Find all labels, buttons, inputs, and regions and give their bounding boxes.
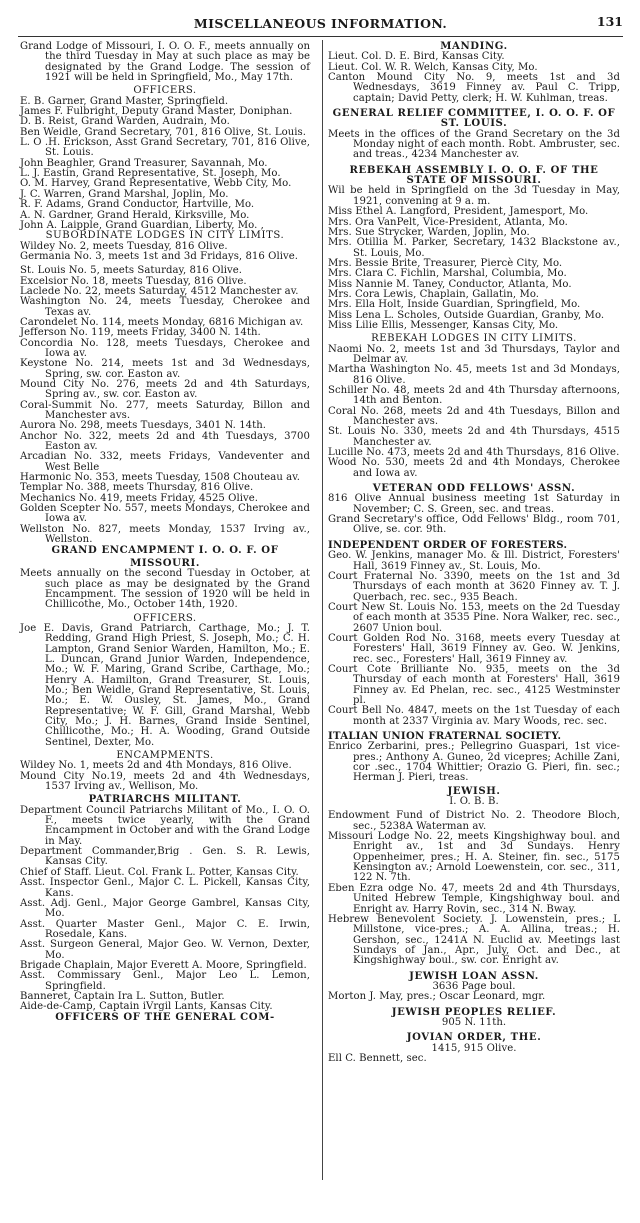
list-item: L. J. Eastin, Grand Representative, St. Joseph, Mo. <box>20 168 281 180</box>
list-item: Miss Lena L. Scholes, Outside Guardian, Granby, Mo. <box>328 309 605 321</box>
list-item: Aurora No. 298, meets Tuesdays, 3401 N. 14th. <box>20 420 267 432</box>
list-item: Lieut. Col. D. E. Bird, Kansas City. <box>328 51 505 63</box>
jewish-subheading: I. O. B. B. <box>449 796 499 808</box>
italian-union-text: Enrico Zerbarini, pres.; Pellegrino Guaspari, 1st vice-pres.; Anthony A. Guneo, 2d vicepres; Achille Zani, cor .sec., 1704 Whittier; Orazio G. Pieri, fin. sec.; Herman J. Pieri, treas. <box>328 741 620 784</box>
list-item: Mrs. Ella Holt, Inside Guardian, Springfield, Mo. <box>328 299 581 311</box>
list-item: Court Cote Brilliante No. 935, meets on the 3d Thursday of each month at Foresters' Hall, 3619 Finney av. Ed Phelan, rec. sec., 4125 Westminster pl. <box>328 663 620 706</box>
list-item: Jefferson No. 119, meets Friday, 3400 N. 14th. <box>20 327 261 339</box>
jewish-list <box>328 811 620 966</box>
list-item: Arcadian No. 332, meets Fridays, Vandeventer and West Belle <box>20 451 310 473</box>
jovian-order-officer: Ell C. Bennett, sec. <box>328 1052 427 1064</box>
encampments-heading: ENCAMPMENTS. <box>116 750 214 762</box>
list-item: Miss Ethel A. Langford, President, Jamesport, Mo. <box>328 206 589 218</box>
list-item: Grand Secretary's office, Odd Fellows' Bldg., room 701, Olive, se. cor. 9th. <box>328 514 620 536</box>
list-item: Mrs. Cora Lewis, Chaplain, Gallatin, Mo. <box>328 288 540 300</box>
list-item: Geo. W. Jenkins, manager Mo. & Ill. District, Foresters' Hall, 3619 Finney av., St. Louis, Mo. <box>328 550 620 572</box>
list-item: Asst. Adj. Genl., Major George Gambrel, Kansas City, Mo. <box>20 897 310 920</box>
list-item: Court Fraternal No. 3390, meets on the 1st and 3d Thursdays of each month at 3620 Finney av. T. J. Querbach, rec. sec., 935 Beach. <box>328 570 620 603</box>
rebekah-lodges-heading: REBEKAH LODGES IN CITY LIMITS. <box>371 333 577 345</box>
jovian-order-heading: JOVIAN ORDER, THE. <box>406 1032 542 1044</box>
list-item: Endowment Fund of District No. 2. Theodore Bloch, sec., 5238A Waterman av. <box>328 810 620 832</box>
list-item: E. B. Garner, Grand Master, Springfield. <box>20 95 229 107</box>
list-item: L. O .H. Erickson, Asst Grand Secretary, 701, 816 Olive, St. Louis. <box>20 137 310 159</box>
list-item: Concordia No. 128, meets Tuesdays, Cherokee and Iowa av. <box>20 337 310 359</box>
list-item: 816 Olive Annual business meeting 1st Saturday in November; C. S. Green, sec. and treas. <box>328 493 620 515</box>
grand-encampment-heading-cont: MISSOURI. <box>130 557 200 569</box>
list-item: Naomi No. 2, meets 1st and 3d Thursdays, Taylor and Delmar av. <box>328 343 620 365</box>
list-item: Court New St. Louis No. 153, meets on the 2d Tuesday of each month at 3535 Pine. Nora Walker, rec. sec., 2607 Union boul. <box>328 601 620 634</box>
page-header <box>18 14 623 34</box>
relief-committee-text: Meets in the offices of the Grand Secretary on the 3d Monday night of each month. Robt. Ambruster, sec. and treas., 4234 Manchester av. <box>328 128 620 161</box>
manding-heading: MANDING. <box>440 41 508 52</box>
list-item: Carondelet No. 114, meets Monday, 6816 Michigan av. <box>20 316 304 328</box>
list-item: Mound City No.19, meets 2d and 4th Wednesdays, 1537 Irving av., Wellison, Mo. <box>20 770 310 793</box>
list-item: St. Louis No. 5, meets Saturday, 816 Olive. <box>20 265 243 277</box>
left-column <box>20 42 310 1023</box>
lodges-list <box>20 242 310 546</box>
list-item: Martha Washington No. 45, meets 1st and 3d Mondays, 816 Olive. <box>328 364 620 386</box>
list-item: Aide-de-Camp, Captain iVrgil Lants, Kansas City. <box>20 1001 273 1013</box>
list-item: Chief of Staff. Lieut. Col. Frank L. Potter, Kansas City. <box>20 866 299 878</box>
list-item: Schiller No. 48, meets 2d and 4th Thursday afternoons, 14th and Benton. <box>328 385 620 407</box>
list-item: O. M. Harvey, Grand Representative, Webb City, Mo. <box>20 178 292 190</box>
page-number: 131 <box>596 14 623 29</box>
grand-encampment-heading: GRAND ENCAMPMENT I. O. O. F. OF <box>51 544 279 556</box>
list-item: Germania No. 3, meets 1st and 3d Fridays, 816 Olive. <box>20 250 299 262</box>
list-item: Mrs. Clara C. Fichlin, Marshal, Columbia, Mo. <box>328 268 567 280</box>
list-item: James F. Fulbright, Deputy Grand Master, Doniphan. <box>20 106 293 118</box>
page-title: MISCELLANEOUS INFORMATION. <box>193 16 448 31</box>
list-item: Mrs. Sue Strycker, Warden, Joplin, Mo. <box>328 226 530 238</box>
jewish-peoples-relief-heading: JEWISH PEOPLES RELIEF. <box>391 1006 557 1018</box>
list-item: Miss Nannie M. Taney, Conductor, Atlanta, Mo. <box>328 278 572 290</box>
jovian-order-address: 1415, 915 Olive. <box>431 1042 517 1054</box>
relief-committee-heading: GENERAL RELIEF COMMITTEE, I. O. O. F. OF ST. LOUIS. <box>332 108 616 130</box>
officers-heading: OFFICERS. <box>133 85 197 97</box>
list-item: Mrs. Ora VanPelt, Vice-President, Atlanta, Mo. <box>328 216 568 228</box>
list-item: Templar No. 388, meets Thursday, 816 Olive. <box>20 482 254 494</box>
list-item: Mechanics No. 419, meets Friday, 4525 Olive. <box>20 492 259 504</box>
list-item: Asst. Inspector Genl., Major C. L. Pickell, Kansas City, Kans. <box>20 877 310 899</box>
list-item: Wildey No. 2, meets Tuesday, 816 Olive. <box>20 240 228 252</box>
list-item: Brigade Chaplain, Major Everett A. Moore, Springfield. <box>20 959 307 971</box>
list-item: Wildey No. 1, meets 2d and 4th Mondays, 816 Olive. <box>20 760 292 772</box>
list-item: Washington No. 24, meets Tuesday, Cherokee and Texas av. <box>20 296 310 318</box>
list-item: Eben Ezra odge No. 47, meets 2d and 4th Thursdays, United Hebrew Temple, Kingshighway boul. and Enright av. Harry Rovin, sec., 314 N. Bway. <box>328 882 620 915</box>
right-column <box>328 42 620 1064</box>
list-item: J. C. Warren, Grand Marshal, Joplin, Mo. <box>20 188 229 200</box>
list-item: Department Commander,Brig . Gen. S. R. Lewis, Kansas City. <box>20 846 310 868</box>
grand-lodge-entry: Grand Lodge of Missouri, I. O. O. F., meets annually on the third Tuesday in May at such place as may be designated by the Grand Lodge. The session of 1921 will be held in Springfield, Mo., May 17th. <box>20 41 310 84</box>
list-item: Keystone No. 214, meets 1st and 3d Wednesdays, Spring, sw. cor. Easton av. <box>20 358 310 380</box>
jewish-loan-heading: JEWISH LOAN ASSN. <box>409 970 539 982</box>
rebekah-assembly-list <box>328 186 620 331</box>
list-item: Coral No. 268, meets 2d and 4th Tuesdays, Billon and Manchester avs. <box>328 405 620 428</box>
list-item: Banneret, Captain Ira L. Sutton, Butler. <box>20 990 225 1002</box>
list-item: D. B. Reist, Grand Warden, Audrain, Mo. <box>20 116 230 128</box>
officers-list <box>20 97 310 231</box>
list-item: Coral-Summit No. 277, meets Saturday, Billon and Manchester avs. <box>20 399 310 422</box>
list-item: St. Louis No. 330, meets 2d and 4th Thursdays, 4515 Manchester av. <box>328 426 620 448</box>
italian-union-heading: ITALIAN UNION FRATERNAL SOCIETY. <box>328 731 562 742</box>
jewish-loan-address: 3636 Page boul. <box>432 980 516 992</box>
list-item: John Beaghler, Grand Treasurer, Savannah, Mo. <box>20 157 268 169</box>
list-item: Mound City No. 276, meets 2d and 4th Saturdays, Spring av., sw. cor. Easton av. <box>20 379 310 401</box>
enc-officers-heading: OFFICERS. <box>133 612 197 624</box>
list-item: Canton Mound City No. 9, meets 1st and 3d Wednesdays, 3619 Finney av. Paul C. Tripp, captain; David Petty, clerk; H. W. Kuhlman, treas. <box>328 72 620 104</box>
pm-list <box>20 806 310 1013</box>
list-item: Harmonic No. 353, meets Tuesday, 1508 Chouteau av. <box>20 472 301 484</box>
header-rule <box>18 36 623 37</box>
list-item: Miss Lilie Ellis, Messenger, Kansas City, Mo. <box>328 319 559 331</box>
list-item: Mrs. Otillia M. Parker, Secretary, 1432 Blackstone av., St. Louis, Mo. <box>328 237 620 259</box>
enc-officers-text: Joe E. Davis, Grand Patriarch, Carthage, Mo.; J. T. Redding, Grand High Priest, S. Joseph, Mo.; C. H. Lampton, Grand Senior Warden, Hamilton, Mo.; E. L. Duncan, Grand Junior Warden, Independence, Mo.; W. F. Maring, Grand Scribe, Carthage, Mo.; Henry A. Hamilton, Grand Treasurer, St. Louis, Mo.; Ben Weidle, Grand Representative, St. Louis, Mo.; E. W. Ousley, St. James, Mo., Grand Representative; W. F. Gill, Grand Marshal, Webb City, Mo.; J. H. Barnes, Grand Inside Sentinel, Chillicothe, Mo.; H. A. Wooding, Grand Outside Sentinel, Dexter, Mo. <box>20 622 310 748</box>
list-item: Department Council Patriarchs Militant of Mo., I. O. O. F., meets twice yearly, with the Grand Encampment in October and with the Grand Lodge in May. <box>20 804 310 847</box>
jewish-peoples-relief-address: 905 N. 11th. <box>441 1016 507 1028</box>
list-item: Wellston No. 827, meets Monday, 1537 Irving av., Wellston. <box>20 523 310 546</box>
list-item: John A. Laipple, Grand Guardian, Liberty, Mo. , <box>20 219 264 231</box>
list-item: Asst. Quarter Master Genl., Major C. E. Irwin, Rosedale, Kans. <box>20 918 310 940</box>
list-item: Lucille No. 473, meets 2d and 4th Thursdays, 816 Olive. <box>328 447 620 459</box>
column-divider <box>322 40 323 1180</box>
list-item: Anchor No. 322, meets 2d and 4th Tuesdays, 3700 Easton av. <box>20 430 310 453</box>
list-item: Court Golden Rod No. 3168, meets every Tuesday at Foresters' Hall, 3619 Finney av. Geo. W. Jenkins, rec. sec., Foresters' Hall, 3619 Finney av. <box>328 632 620 665</box>
list-item: Laclede No. 22, meets Saturday, 4512 Manchester av. <box>20 285 299 297</box>
rebekah-lodges-list <box>328 345 620 479</box>
list-item: A. N. Gardner, Grand Herald, Kirksville, Mo. <box>20 209 250 221</box>
jewish-loan-officers: Morton J. May, pres.; Oscar Leonard, mgr. <box>328 991 546 1003</box>
list-item: Mrs. Bessie Brite, Treasurer, Piercè City, Mo. <box>328 257 563 269</box>
encampment-text: Meets annually on the second Tuesday in October, at such place as may be designated by the Grand Encampment. The session of 1920 will be held in Chillicothe, Mo., October 14th, 1920. <box>20 568 310 611</box>
list-item: R. F. Adams, Grand Conductor, Hartville, Mo. <box>20 199 255 211</box>
list-item: Hebrew Benevolent Society. J. Lowenstein, pres.; L Millstone, vice-pres.; A. A. Allina, treas.; H. Gershon, sec., 1241A N. Euclid av. Meetings last Sundays of Jan., Apr., July, Oct. and Dec., at Kingshighway boul., sw. cor. Enright av. <box>328 913 620 967</box>
general-command-heading: OFFICERS OF THE GENERAL COM- <box>55 1011 275 1023</box>
veteran-odd-fellows-heading: VETERAN ODD FELLOWS' ASSN. <box>372 483 576 495</box>
list-item: Excelsior No. 18, meets Tuesday, 816 Olive. <box>20 275 247 287</box>
foresters-list <box>328 551 620 727</box>
rebekah-assembly-heading: REBEKAH ASSEMBLY I. O. O. F. OF THE STATE OF MISSOURI. <box>349 164 599 187</box>
list-item: Wood No. 530, meets 2d and 4th Mondays, Cherokee and Iowa av. <box>328 457 620 479</box>
subordinate-lodges-heading: SUBORDINATE LODGES IN CITY LIMITS. <box>45 230 285 242</box>
list-item: Missouri Lodge No. 22, meets Kingshighway boul. and Enright av., 1st and 3d Sundays. Henry Oppenheimer, pres.; H. A. Steiner, fin. sec., 5175 Kensington av.; Arnold Loewenstein, cor. sec., 311, 122 N. 7th. <box>328 831 620 884</box>
list-item: Court Bell No. 4847, meets on the 1st Tuesday of each month at 2337 Virginia av. Mary Woods, rec. sec. <box>328 705 620 727</box>
list-item: Lieut. Col. W. R. Welch, Kansas City, Mo. <box>328 61 538 73</box>
jewish-heading: JEWISH. <box>447 785 501 797</box>
list-item: Ben Weidle, Grand Secretary, 701, 816 Olive, St. Louis. <box>20 126 307 138</box>
list-item: Asst. Commissary Genl., Major Leo L. Lemon, Springfield. <box>20 970 310 992</box>
patriarchs-militant-heading: PATRIARCHS MILITANT. <box>88 794 242 806</box>
foresters-heading: INDEPENDENT ORDER OF FORESTERS. <box>328 539 568 551</box>
list-item: Asst. Surgeon General, Major Geo. W. Vernon, Dexter, Mo. <box>20 939 310 961</box>
list-item: Wil be held in Springfield on the 3d Tuesday in May, 1921, convening at 9 a. m. <box>328 185 620 207</box>
list-item: Golden Scepter No. 557, meets Mondays, Cherokee and Iowa av. <box>20 503 310 525</box>
